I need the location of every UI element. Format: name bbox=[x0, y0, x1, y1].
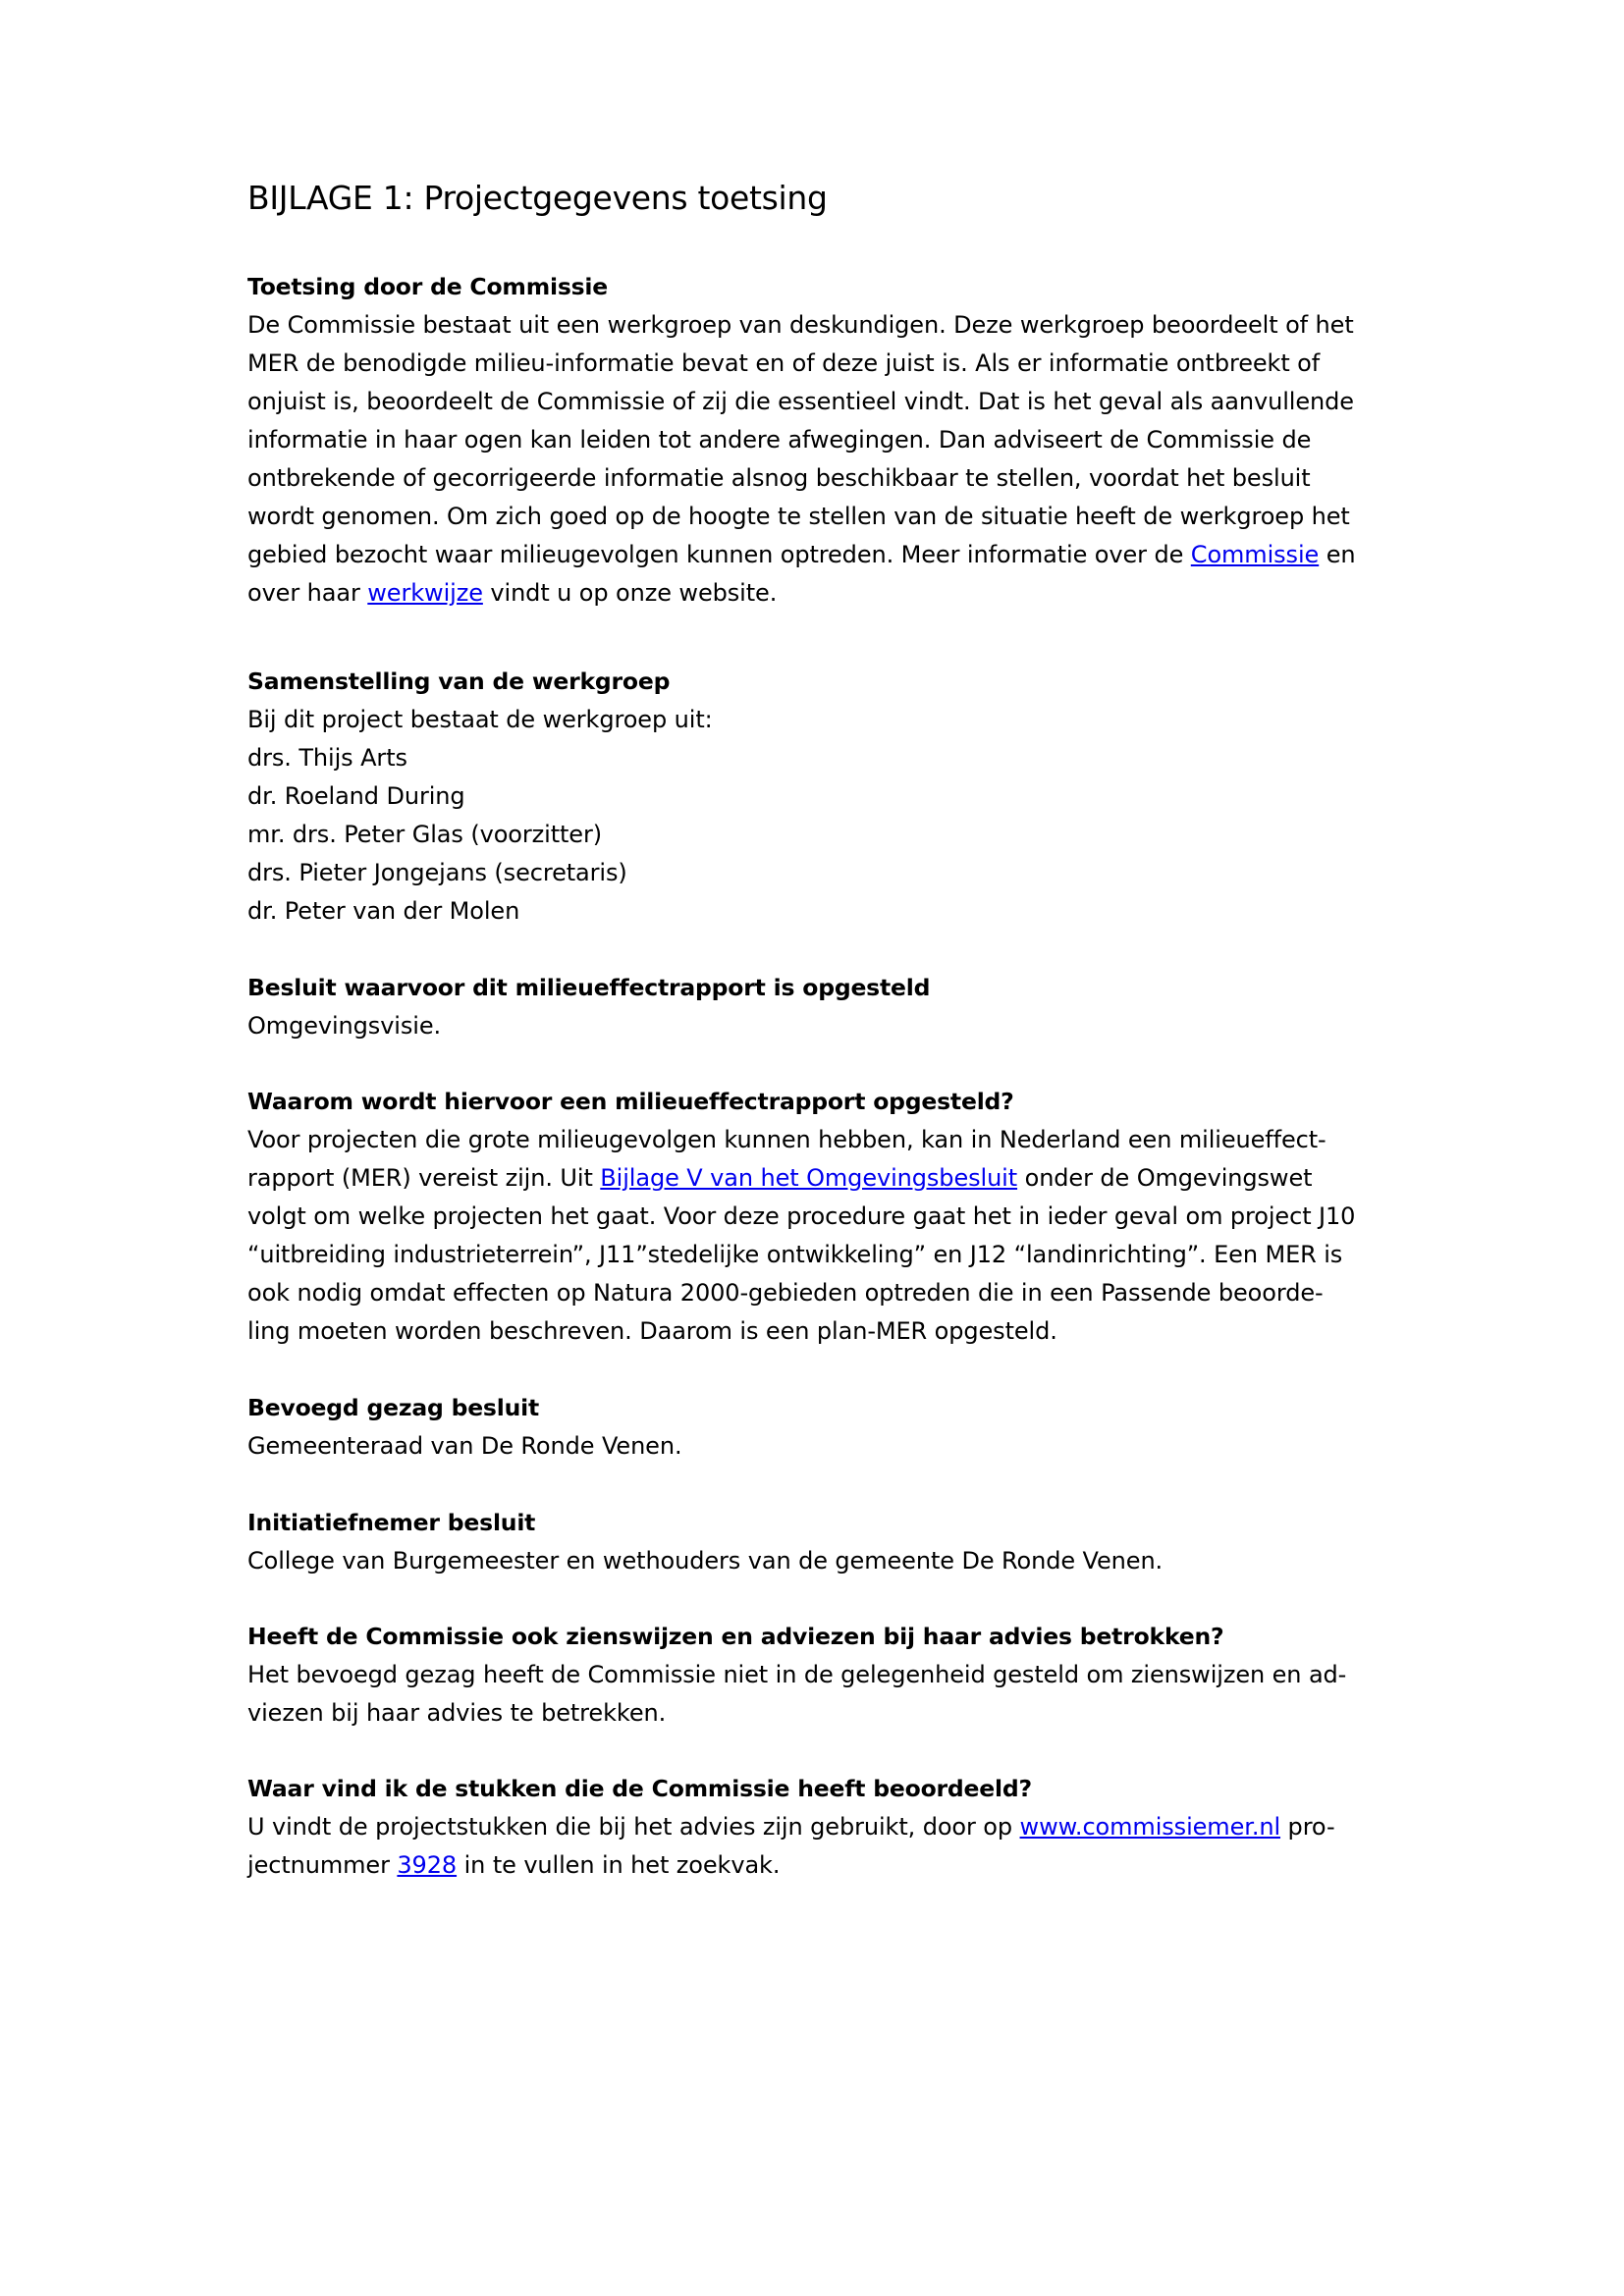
body-text: rapport (MER) vereist zijn. Uit bbox=[247, 1164, 601, 1192]
section-body bbox=[247, 1007, 1396, 1045]
body-text: onder de Omgevingswet bbox=[1017, 1164, 1313, 1192]
omgevingsbesluit-link[interactable]: Bijlage V van het Omgevingsbesluit bbox=[600, 1164, 1018, 1192]
body-line bbox=[247, 1846, 1396, 1885]
section-zienswijzen bbox=[247, 1618, 1396, 1733]
body-text: over haar bbox=[247, 579, 368, 607]
body-text: vindt u op onze website. bbox=[482, 579, 778, 607]
body-line: Bij dit project bestaat de werkgroep uit: bbox=[247, 706, 713, 733]
commissie-link[interactable]: Commissie bbox=[1190, 541, 1320, 568]
body-line: Omgevingsvisie. bbox=[247, 1012, 442, 1040]
section-body bbox=[247, 1427, 1396, 1466]
section-bevoegd-gezag bbox=[247, 1389, 1396, 1466]
body-text: U vindt de projectstukken die bij het advies zijn gebruikt, door op bbox=[247, 1813, 1020, 1841]
section-heading: Initiatiefnemer besluit bbox=[247, 1509, 536, 1536]
body-line: wordt genomen. Om zich goed op de hoogte te stellen van de situatie heeft de werkgroep het bbox=[247, 503, 1350, 530]
page-title: BIJLAGE 1: Projectgegevens toetsing bbox=[247, 179, 828, 217]
member-item: drs. Thijs Arts bbox=[247, 744, 407, 772]
body-line: Het bevoegd gezag heeft de Commissie niet in de gelegenheid gesteld om zienswijzen en ad- bbox=[247, 1661, 1347, 1688]
body-line: ling moeten worden beschreven. Daarom is een plan-MER opgesteld. bbox=[247, 1317, 1057, 1345]
body-line: Voor projecten die grote milieugevolgen kunnen hebben, kan in Nederland een milieueffect- bbox=[247, 1126, 1326, 1153]
body-line: viezen bij haar advies te betrekken. bbox=[247, 1699, 667, 1727]
body-line bbox=[247, 536, 1396, 574]
document-page bbox=[247, 175, 1396, 1885]
section-heading: Bevoegd gezag besluit bbox=[247, 1394, 539, 1421]
body-line: ook nodig omdat effecten op Natura 2000-gebieden optreden die in een Passende beoorde- bbox=[247, 1279, 1324, 1307]
body-line bbox=[247, 574, 1396, 613]
body-text: gebied bezocht waar milieugevolgen kunnen optreden. Meer informatie over de bbox=[247, 541, 1191, 568]
body-text: pro- bbox=[1280, 1813, 1335, 1841]
member-item: mr. drs. Peter Glas (voorzitter) bbox=[247, 821, 603, 848]
body-text: in te vullen in het zoekvak. bbox=[457, 1851, 781, 1879]
section-heading: Toetsing door de Commissie bbox=[247, 273, 609, 300]
section-heading: Samenstelling van de werkgroep bbox=[247, 667, 671, 695]
body-text: en bbox=[1319, 541, 1356, 568]
body-line bbox=[247, 1808, 1396, 1846]
body-line: College van Burgemeester en wethouders van de gemeente De Ronde Venen. bbox=[247, 1547, 1164, 1575]
body-line: informatie in haar ogen kan leiden tot andere afwegingen. Dan adviseert de Commissie de bbox=[247, 426, 1312, 454]
body-line: MER de benodigde milieu-informatie bevat en of deze juist is. Als er informatie ontbreekt of bbox=[247, 349, 1321, 377]
section-body bbox=[247, 1121, 1396, 1351]
werkwijze-link[interactable]: werkwijze bbox=[367, 579, 483, 607]
section-initiatiefnemer bbox=[247, 1504, 1396, 1580]
section-heading: Waarom wordt hiervoor een milieueffectrapport opgesteld? bbox=[247, 1088, 1014, 1115]
section-heading: Heeft de Commissie ook zienswijzen en adviezen bij haar advies betrokken? bbox=[247, 1623, 1224, 1650]
section-toetsing bbox=[247, 268, 1396, 613]
section-body bbox=[247, 1808, 1396, 1885]
section-stukken bbox=[247, 1770, 1396, 1885]
body-line: ontbrekende of gecorrigeerde informatie alsnog beschikbaar te stellen, voordat het besluit bbox=[247, 464, 1311, 492]
body-text: jectnummer bbox=[247, 1851, 398, 1879]
body-line: De Commissie bestaat uit een werkgroep van deskundigen. Deze werkgroep beoordeelt of het bbox=[247, 311, 1354, 339]
section-body bbox=[247, 701, 1396, 931]
body-line: onjuist is, beoordeelt de Commissie of zij die essentieel vindt. Dat is het geval als aanvullende bbox=[247, 388, 1354, 415]
section-samenstelling bbox=[247, 663, 1396, 931]
section-body bbox=[247, 306, 1396, 613]
body-line: volgt om welke projecten het gaat. Voor deze procedure gaat het in ieder geval om project J10 bbox=[247, 1202, 1356, 1230]
body-line: “uitbreiding industrieterrein”, J11”stedelijke ontwikkeling” en J12 “landinrichting”. Een MER is bbox=[247, 1241, 1343, 1268]
section-waarom bbox=[247, 1083, 1396, 1351]
body-line: Gemeenteraad van De Ronde Venen. bbox=[247, 1432, 682, 1460]
member-item: dr. Roeland During bbox=[247, 782, 465, 810]
body-line bbox=[247, 1159, 1396, 1198]
member-item: dr. Peter van der Molen bbox=[247, 897, 520, 925]
section-besluit bbox=[247, 969, 1396, 1045]
commissiemer-site-link[interactable]: www.commissiemer.nl bbox=[1019, 1813, 1281, 1841]
section-body bbox=[247, 1542, 1396, 1580]
section-heading: Besluit waarvoor dit milieueffectrapport is opgesteld bbox=[247, 974, 931, 1001]
section-body bbox=[247, 1656, 1396, 1733]
member-item: drs. Pieter Jongejans (secretaris) bbox=[247, 859, 627, 886]
section-heading: Waar vind ik de stukken die de Commissie heeft beoordeeld? bbox=[247, 1775, 1032, 1802]
projectnummer-link[interactable]: 3928 bbox=[397, 1851, 458, 1879]
